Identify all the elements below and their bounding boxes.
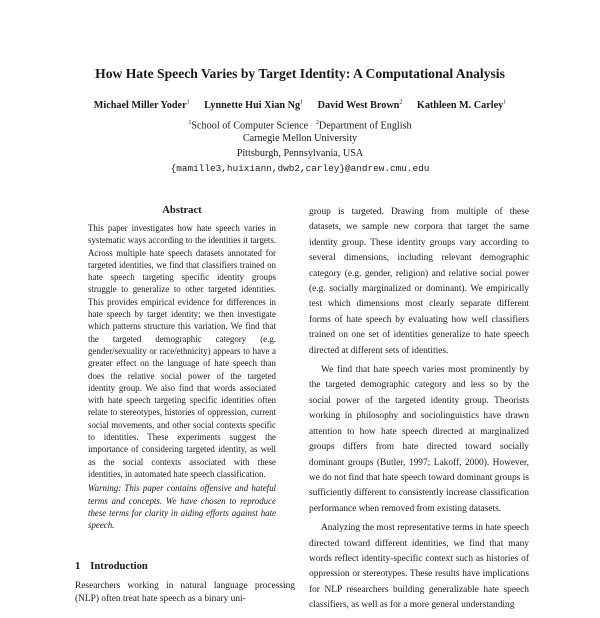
author xyxy=(417,100,506,111)
right-column xyxy=(309,205,529,618)
affiliation-mark: 1 xyxy=(188,120,192,126)
author-list xyxy=(0,100,600,111)
affiliations xyxy=(0,116,600,176)
author-name: Michael Miller Yoder xyxy=(93,100,187,112)
section-heading xyxy=(75,561,148,572)
location: Pittsburgh, Pennsylvania, USA xyxy=(236,148,364,159)
section-number: 1 xyxy=(75,561,81,572)
introduction-text: Researchers working in natural language processing (NLP) often treat hate speech as a binary uni- xyxy=(75,581,295,604)
university: Carnegie Mellon University xyxy=(242,133,358,144)
author-name: Lynnette Hui Xian Ng xyxy=(204,100,301,112)
abstract xyxy=(88,222,276,531)
content-warning: Warning: This paper contains offensive and hateful terms and concepts. We have chosen to reproduce these terms for clarity in aiding efforts against hate speech. xyxy=(88,483,276,531)
affiliation-1: School of Computer Science xyxy=(191,120,309,132)
affiliation-2: Department of English xyxy=(318,120,412,132)
section-title: Introduction xyxy=(90,561,148,572)
author-emails: {mamille3,huixiann,dwb2,carley}@andrew.cmu.edu xyxy=(170,163,430,174)
affiliation-departments xyxy=(0,116,600,131)
paragraph: We find that hate speech varies most prominently by the targeted demographic category and less so by the social power of the targeted identity group. Theorists working in philosophy and sociolinguistics have drawn attention to how hate speech directed at marginalized groups differs from hate directed toward socially dominant groups (Butler, 1997; Lakoff, 2000). However, we do not find that hate speech toward dominant groups is sufficiently different to consistently increase classification performance when removed from existing datasets. xyxy=(309,365,529,514)
paragraph: group is targeted. Drawing from multiple of these datasets, we sample new corpora that target the same identity group. These identity groups vary according to several dimensions, including relevant demographic category (e.g. gender, religion) and relative social power (e.g. socially marginalized or dominant). We empirically test which dimensions most clearly separate different forms of hate speech by evaluating how well classifiers trained on one set of identities generalize to hate speech directed at different sets of identities. xyxy=(309,207,529,356)
author-affiliation-mark: 1 xyxy=(186,100,190,106)
affiliation-mark: 2 xyxy=(315,120,319,126)
author xyxy=(204,100,303,111)
author xyxy=(94,100,190,111)
author-affiliation-mark: 1 xyxy=(300,100,304,106)
paragraph: Analyzing the most representative terms in hate speech directed toward different identities, we find that many words reflect identity-specific context such as histories of oppression or stereotypes. These results have implications for NLP researchers building generalizable hate speech classifiers, as well as for a more general understanding xyxy=(309,523,529,611)
author-affiliation-mark: 2 xyxy=(399,100,403,106)
abstract-body: This paper investigates how hate speech varies in systematic ways according to the identities it targets. Across multiple hate speech datasets annotated for targeted identities, we find that classifiers trained on hate speech targeting specific identity groups struggle to generalize to other targeted identities. This provides empirical evidence for differences in hate speech by target identity; we then investigate which patterns structure this variation. We find that the targeted demographic category (e.g. gender/sexuality or race/ethnicity) appears to have a greater effect on the language of hate speech than does the relative social power of the targeted identity group. We also find that words associated with hate speech targeting specific identities often relate to stereotypes, histories of oppression, current social movements, and other social contexts specific to identities. These experiments suggest the importance of considering targeted identity, as well as the social contexts associated with these identities, in automated hate speech classification. xyxy=(88,223,276,479)
author-name: Kathleen M. Carley xyxy=(416,100,504,112)
paper-title: How Hate Speech Varies by Target Identity: A Computational Analysis xyxy=(95,66,505,81)
author xyxy=(318,100,403,111)
author-affiliation-mark: 1 xyxy=(503,100,507,106)
abstract-heading: Abstract xyxy=(162,205,202,216)
author-name: David West Brown xyxy=(317,100,400,112)
